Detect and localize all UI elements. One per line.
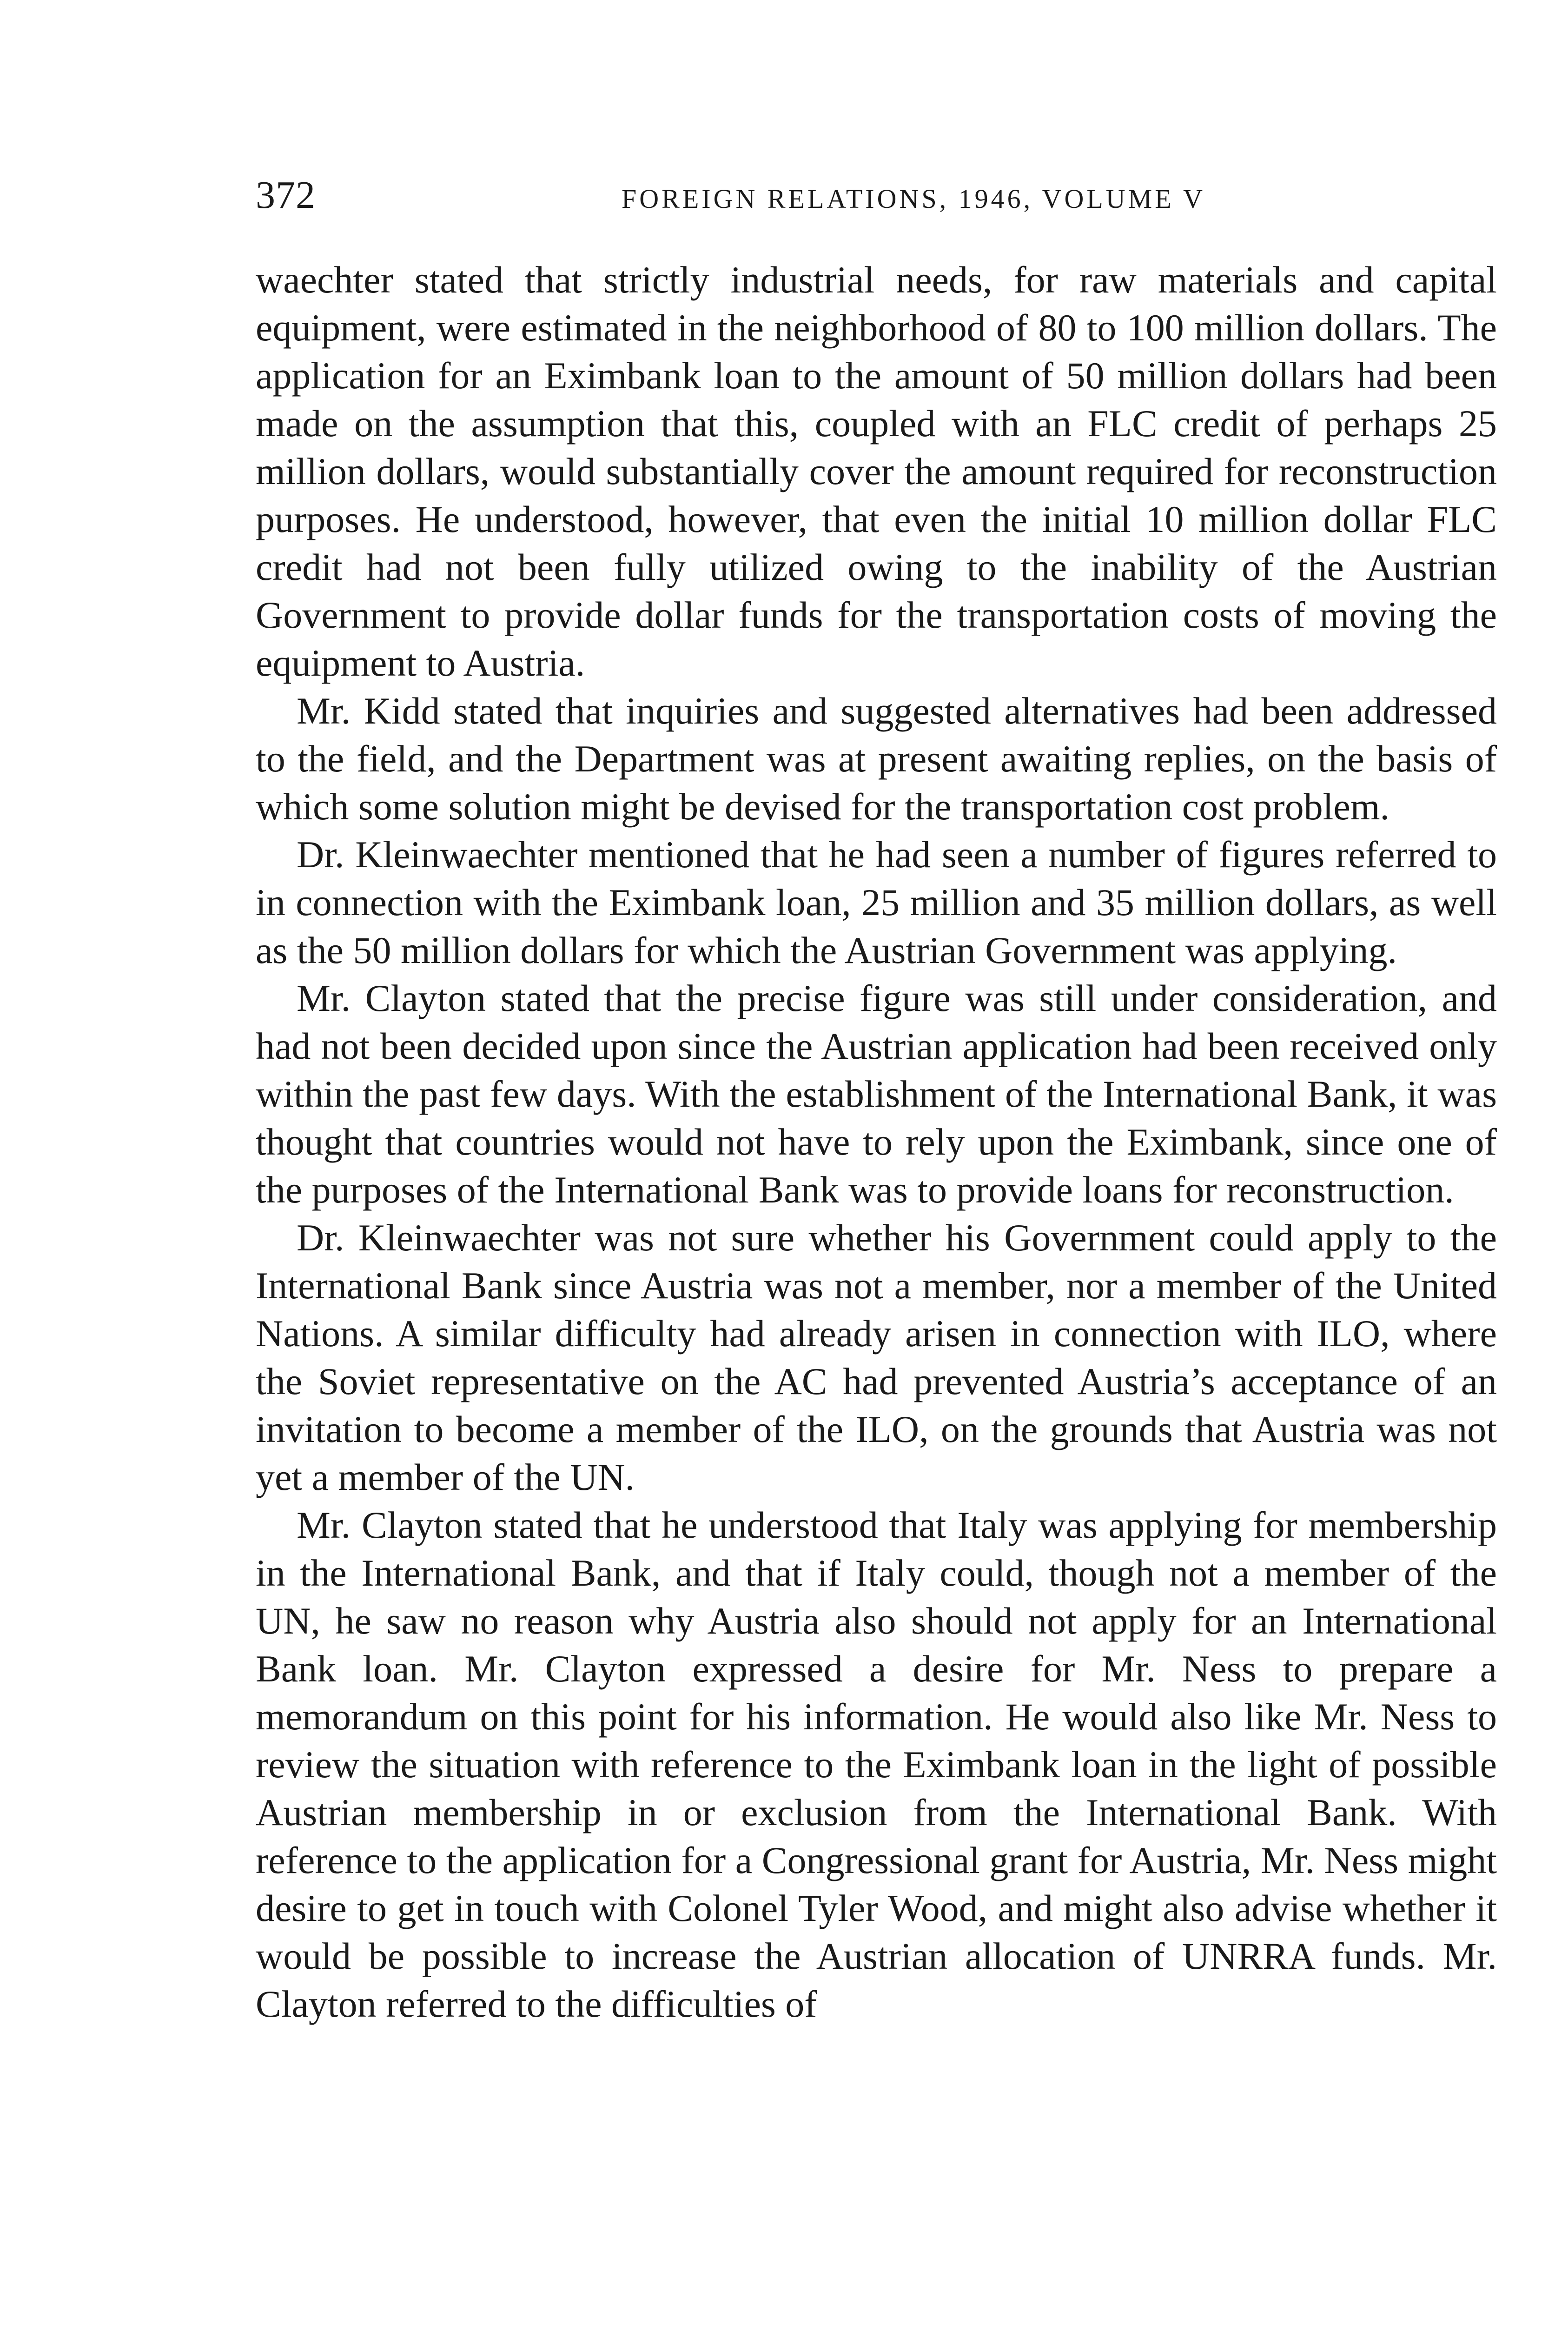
paragraph-kidd: Mr. Kidd stated that inquiries and suggested alternatives had been addressed to the field, and the Department was at present awaiting replies, on the basis of which some solution might be devised for the transportation cost problem. [256, 690, 1497, 828]
page-number: 372 [256, 173, 316, 217]
paragraph-clayton-consideration: Mr. Clayton stated that the precise figure was still under consideration, and had not been decided upon since the Austrian application had been received only within the past few days. With the establishment of the International Bank, it was thought that countries would not have to rely upon the Eximbank, since one of the purposes of the International Bank was to provide loans for reconstruction. [256, 977, 1497, 1211]
paragraph-clayton-italy: Mr. Clayton stated that he understood that Italy was applying for membership in the International Bank, and that if Italy could, though not a member of the UN, he saw no reason why Austria also should not apply for an International Bank loan. Mr. Clayton expressed a desire for Mr. Ness to prepare a memorandum on this point for his information. He would also like Mr. Ness to review the situation with reference to the Eximbank loan in the light of possible Austrian membership in or exclusion from the International Bank. With reference to the application for a Congressional grant for Austria, Mr. Ness might desire to get in touch with Colonel Tyler Wood, and might also advise whether it would be possible to increase the Austrian allocation of UNRRA funds. Mr. Clayton referred to the difficulties of [256, 1504, 1497, 2025]
running-head [256, 167, 1497, 223]
running-title: FOREIGN RELATIONS, 1946, VOLUME V [622, 184, 1205, 214]
paragraph-continued: waechter stated that strictly industrial needs, for raw materials and capital equipment, were estimated in the neighborhood of 80 to 100 million dollars. The application for an Eximbank loan to the amount of 50 million dollars had been made on the assumption that this, coupled with an FLC credit of perhaps 25 million dollars, would substantially cover the amount required for reconstruction purposes. He understood, however, that even the initial 10 million dollar FLC credit had not been fully utilized owing to the inability of the Austrian Government to provide dollar funds for the transportation costs of moving the equipment to Austria. [256, 259, 1497, 684]
paragraph-kleinwaechter-membership: Dr. Kleinwaechter was not sure whether his Government could apply to the International Bank since Austria was not a member, nor a member of the United Nations. A similar difficulty had already arisen in connection with ILO, where the Soviet representative on the AC had prevented Austria’s acceptance of an invitation to become a member of the ILO, on the grounds that Austria was not yet a member of the UN. [256, 1216, 1497, 1498]
body-text [256, 256, 1497, 2028]
paragraph-kleinwaechter-figures: Dr. Kleinwaechter mentioned that he had seen a number of figures referred to in connection with the Eximbank loan, 25 million and 35 million dollars, as well as the 50 million dollars for which the Austrian Government was applying. [256, 833, 1497, 971]
